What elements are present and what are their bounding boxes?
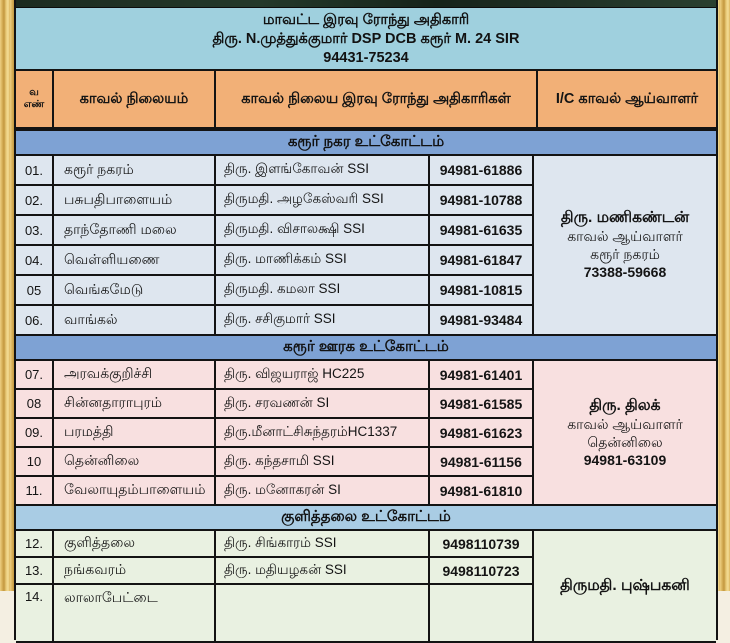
row-phone: 94981-61886	[430, 156, 534, 186]
row-serial: 07.	[16, 361, 54, 390]
incharge-role: காவல் ஆய்வாளர்	[567, 415, 683, 432]
section-karur-rural	[16, 361, 716, 506]
row-phone: 94981-61585	[430, 390, 534, 419]
district-officer-name: திரு. N.முத்துக்குமார் DSP DCB கரூர் M. 24 SIR	[212, 31, 520, 47]
row-serial: 04.	[16, 246, 54, 276]
row-phone: 94981-61156	[430, 448, 534, 477]
row-officer: திருமதி. கமலா SSI	[216, 276, 430, 306]
row-station: கரூர் நகரம்	[54, 156, 216, 186]
patrol-table-document	[14, 0, 718, 640]
district-officer-phone: 94431-75234	[323, 50, 409, 66]
incharge-area: தென்னிலை	[587, 433, 663, 450]
section-kulithalai	[16, 531, 716, 643]
row-station: வெள்ளியணை	[54, 246, 216, 276]
row-phone: 94981-10815	[430, 276, 534, 306]
row-phone: 94981-61847	[430, 246, 534, 276]
row-officer: திரு. மனோகரன் SI	[216, 477, 430, 506]
row-officer: திரு. மாணிக்கம் SSI	[216, 246, 430, 276]
row-serial: 11.	[16, 477, 54, 506]
row-officer: திருமதி. அழகேஸ்வரி SSI	[216, 186, 430, 216]
section-band-karur-rural: கரூர் ஊரக உட்கோட்டம்	[16, 336, 716, 361]
row-phone: 9498110723	[430, 558, 534, 585]
row-officer: திரு. மதியழகன் SSI	[216, 558, 430, 585]
row-phone: 94981-10788	[430, 186, 534, 216]
incharge-name: திரு. திலக்	[589, 396, 661, 414]
row-serial: 01.	[16, 156, 54, 186]
row-officer: திரு. இளங்கோவன் SSI	[216, 156, 430, 186]
incharge-cell-karur-rural	[534, 361, 716, 506]
row-station: வேலாயுதம்பாளையம்	[54, 477, 216, 506]
row-serial: 05	[16, 276, 54, 306]
row-phone: 9498110739	[430, 531, 534, 558]
row-serial: 13.	[16, 558, 54, 585]
document-header	[16, 8, 716, 71]
row-serial: 10	[16, 448, 54, 477]
row-officer: திரு. விஜயராஜ் HC225	[216, 361, 430, 390]
incharge-cell-kulithalai	[534, 531, 716, 643]
row-station: தென்னிலை	[54, 448, 216, 477]
row-officer: திரு.மீனாட்சிசுந்தரம்HC1337	[216, 419, 430, 448]
incharge-name: திருமதி. புஷ்பகனி	[560, 577, 690, 594]
top-edge-strip	[16, 0, 716, 8]
row-station: குளித்தலை	[54, 531, 216, 558]
section-band-kulithalai: குளித்தலை உட்கோட்டம்	[16, 506, 716, 531]
incharge-area: கரூர் நகரம்	[590, 246, 660, 262]
incharge-cell-karur-city	[534, 156, 716, 336]
row-serial: 12.	[16, 531, 54, 558]
row-station: பரமத்தி	[54, 419, 216, 448]
section-band-karur-city: கரூர் நகர உட்கோட்டம்	[16, 131, 716, 156]
row-officer	[216, 585, 430, 643]
col-header-officers: காவல் நிலைய இரவு ரோந்து அதிகாரிகள்	[216, 71, 538, 129]
row-serial: 02.	[16, 186, 54, 216]
row-station: லாலாபேட்டை	[54, 585, 216, 643]
row-officer: திரு. சசிகுமார் SSI	[216, 306, 430, 336]
row-phone: 94981-61635	[430, 216, 534, 246]
row-officer: திரு. சிங்காரம் SSI	[216, 531, 430, 558]
row-serial: 08	[16, 390, 54, 419]
row-phone: 94981-61623	[430, 419, 534, 448]
row-station: அரவக்குறிச்சி	[54, 361, 216, 390]
row-serial: 09.	[16, 419, 54, 448]
row-phone: 94981-61810	[430, 477, 534, 506]
row-station: வாங்கல்	[54, 306, 216, 336]
page-title: மாவட்ட இரவு ரோந்து அதிகாரி	[262, 12, 470, 28]
row-station: தாந்தோணி மலை	[54, 216, 216, 246]
incharge-name: திரு. மணிகண்டன்	[560, 209, 690, 226]
col-header-serial-line2: எண்	[23, 99, 45, 110]
row-phone	[430, 585, 534, 643]
col-header-inspector: I/C காவல் ஆய்வாளர்	[538, 71, 716, 129]
col-header-station: காவல் நிலையம்	[54, 71, 216, 129]
row-officer: திருமதி. விசாலக்ஷி SSI	[216, 216, 430, 246]
incharge-role: காவல் ஆய்வாளர்	[567, 228, 683, 244]
row-station: வெங்கமேடு	[54, 276, 216, 306]
row-serial: 03.	[16, 216, 54, 246]
table-header-row	[16, 71, 716, 131]
row-station: சின்னதாராபுரம்	[54, 390, 216, 419]
col-header-serial-line1: வ	[29, 87, 39, 98]
row-station: பசுபதிபாளையம்	[54, 186, 216, 216]
row-phone: 94981-93484	[430, 306, 534, 336]
incharge-phone: 73388-59668	[583, 264, 667, 280]
row-serial: 14.	[16, 585, 54, 643]
row-officer: திரு. கந்தசாமி SSI	[216, 448, 430, 477]
row-serial: 06.	[16, 306, 54, 336]
row-phone: 94981-61401	[430, 361, 534, 390]
row-station: நங்கவரம்	[54, 558, 216, 585]
col-header-serial	[16, 71, 54, 129]
row-officer: திரு. சரவணன் SI	[216, 390, 430, 419]
incharge-phone: 94981-63109	[583, 451, 667, 468]
section-karur-city	[16, 156, 716, 336]
